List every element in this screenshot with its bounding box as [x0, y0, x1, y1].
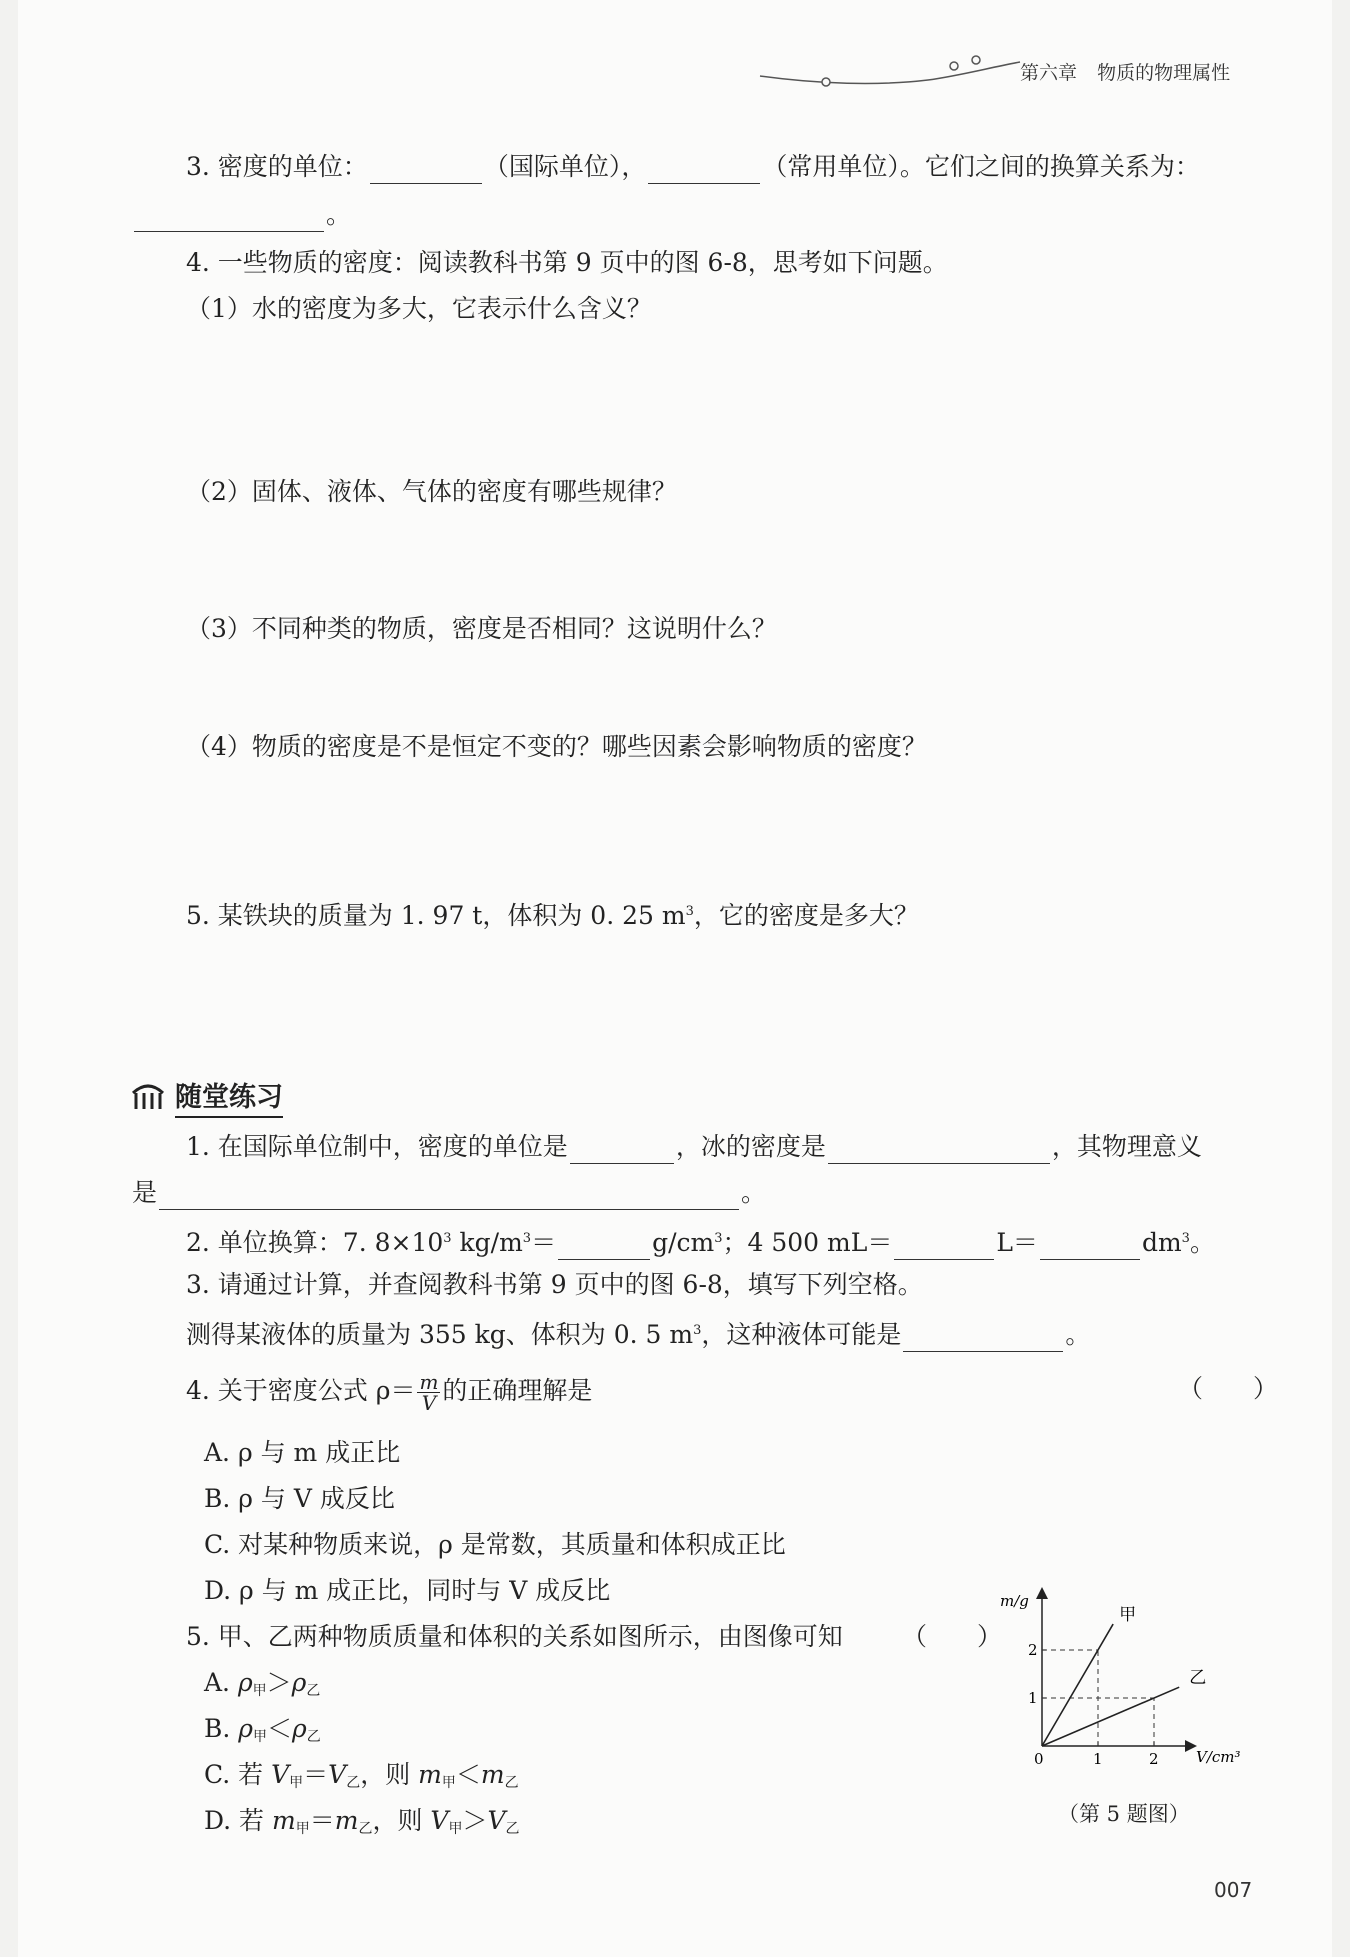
- p2-text-e: ；4 500 mL＝: [722, 1228, 893, 1257]
- p2-blank-1[interactable]: [558, 1233, 650, 1260]
- origin-label: 0: [1034, 1750, 1044, 1768]
- p5c-eq: ＝: [303, 1760, 329, 1789]
- series-label-0: 甲: [1119, 1605, 1137, 1626]
- p5c-m-1: m: [418, 1760, 442, 1789]
- p5c-m-2: m: [480, 1760, 505, 1789]
- p2-text-g: dm: [1141, 1228, 1182, 1257]
- q5-text-b: ，它的密度是多大？: [693, 901, 919, 930]
- p4-answer-paren[interactable]: （ ）: [1178, 1374, 1279, 1403]
- question-4-sub-2: （2）固体、液体、气体的密度有哪些规律？: [186, 477, 677, 506]
- p5c-pre: C. 若: [204, 1760, 272, 1789]
- p2-sup-4: 3: [1181, 1231, 1190, 1246]
- x-tick-label-1: 1: [1093, 1750, 1103, 1768]
- density-formula-fraction: [417, 1372, 440, 1413]
- question-3-line-2: [132, 198, 351, 232]
- question-4-sub-3: （3）不同种类的物质，密度是否相同？这说明什么？: [186, 614, 777, 643]
- p5d-op: ＞: [462, 1806, 488, 1835]
- p3-text-c: ，这种液体可能是: [701, 1320, 902, 1349]
- p5-option-b[interactable]: [204, 1712, 321, 1754]
- p1-text-e: 。: [741, 1178, 767, 1207]
- p5c-sub-1: 甲: [289, 1775, 304, 1791]
- fraction-numerator: m: [419, 1370, 439, 1394]
- y-tick-label-1: 1: [1028, 1689, 1038, 1707]
- p5c-mid: ，则: [360, 1760, 419, 1789]
- q3-blank-1[interactable]: [370, 157, 482, 184]
- p5d-sub-3: 甲: [448, 1821, 463, 1837]
- p5d-sub-2: 乙: [358, 1821, 373, 1837]
- practice-5-stem: 5. 甲、乙两种物质质量和体积的关系如图所示，由图像可知: [186, 1622, 843, 1651]
- p5d-sub-1: 甲: [295, 1821, 310, 1837]
- header-chapter: [1020, 58, 1230, 85]
- p1-blank-unit[interactable]: [570, 1137, 674, 1164]
- p2-text-h: 。: [1189, 1228, 1215, 1257]
- p5a-sub-1: 甲: [252, 1683, 267, 1699]
- p4-option-b[interactable]: B. ρ 与 V 成反比: [204, 1484, 395, 1513]
- p5b-sub-2: 乙: [306, 1729, 321, 1745]
- p1-text-c: ，其物理意义: [1051, 1132, 1202, 1161]
- p5d-v-1: V: [430, 1806, 449, 1835]
- series-label-1: 乙: [1189, 1668, 1207, 1689]
- p1-text-b: ，冰的密度是: [675, 1132, 826, 1161]
- p2-sup-1: 3: [443, 1231, 452, 1246]
- p5b-rho-2: ρ: [291, 1714, 307, 1743]
- q3-blank-3[interactable]: [134, 205, 324, 232]
- q3-blank-2[interactable]: [648, 157, 760, 184]
- fraction-denominator: V: [421, 1391, 437, 1415]
- p2-text-d: g/cm: [652, 1228, 715, 1257]
- p2-text-a: 2. 单位换算：7. 8×10: [186, 1228, 444, 1257]
- p3-blank[interactable]: [903, 1325, 1063, 1352]
- y-tick-label-2: 2: [1028, 1641, 1038, 1659]
- p5a-pre: A.: [204, 1668, 238, 1697]
- p1-text-a: 1. 在国际单位制中，密度的单位是: [186, 1132, 568, 1161]
- p5c-v-2: V: [328, 1760, 347, 1789]
- question-4-sub-1: （1）水的密度为多大，它表示什么含义？: [186, 294, 652, 323]
- p2-text-b: kg/m: [451, 1228, 523, 1257]
- p5d-sub-4: 乙: [505, 1821, 520, 1837]
- p5a-rho-2: ρ: [291, 1668, 307, 1697]
- practice-1-line-2: [132, 1176, 766, 1210]
- p1-blank-meaning[interactable]: [159, 1183, 739, 1210]
- q5-sup: 3: [685, 904, 694, 919]
- p5d-eq: ＝: [309, 1806, 335, 1835]
- question-4-sub-4: （4）物质的密度是不是恒定不变的？哪些因素会影响物质的密度？: [186, 732, 927, 761]
- p5d-v-2: V: [487, 1806, 506, 1835]
- x-tick-label-2: 2: [1149, 1750, 1159, 1768]
- practice-2: [186, 1222, 1215, 1260]
- p5c-sub-4: 乙: [504, 1775, 519, 1791]
- question-3: [186, 150, 1200, 184]
- p5c-v-1: V: [271, 1760, 290, 1789]
- mass-volume-graph: [998, 1582, 1298, 1782]
- practice-section-icon: [130, 1077, 166, 1111]
- practice-1: [186, 1130, 1202, 1164]
- p5c-sub-3: 甲: [441, 1775, 456, 1791]
- p5d-m-1: m: [272, 1806, 296, 1835]
- p4-option-a[interactable]: A. ρ 与 m 成正比: [204, 1438, 401, 1467]
- p5a-rho-1: ρ: [237, 1668, 253, 1697]
- practice-4-stem: [186, 1372, 592, 1413]
- series-line-1: [1042, 1687, 1179, 1746]
- p4-option-c[interactable]: C. 对某种物质来说，ρ 是常数，其质量和体积成正比: [204, 1530, 786, 1559]
- p5b-sub-1: 甲: [252, 1729, 267, 1745]
- q5-text-a: 5. 某铁块的质量为 1. 97 t，体积为 0. 25 m: [186, 901, 686, 930]
- p5b-op: ＜: [266, 1714, 292, 1743]
- p5d-pre: D. 若: [204, 1806, 272, 1835]
- chapter-label: 第六章: [1020, 62, 1078, 84]
- p5d-mid: ，则: [372, 1806, 431, 1835]
- p2-blank-2[interactable]: [894, 1233, 994, 1260]
- p4-text-b: 的正确理解是: [442, 1376, 593, 1405]
- p2-text-f: L＝: [996, 1228, 1038, 1257]
- p5a-sub-2: 乙: [306, 1683, 321, 1699]
- figure-caption: （第 5 题图）: [1058, 1802, 1190, 1826]
- practice-3-line-2: [186, 1314, 1090, 1352]
- p2-sup-2: 3: [522, 1231, 532, 1246]
- q3-text-c: （常用单位）。它们之间的换算关系为：: [762, 152, 1200, 181]
- p5a-op: ＞: [266, 1668, 292, 1697]
- p5b-pre: B.: [204, 1714, 239, 1743]
- p1-text-d: 是: [132, 1178, 158, 1207]
- p5c-op: ＜: [455, 1760, 481, 1789]
- p2-sup-3: 3: [714, 1231, 723, 1246]
- p5b-rho-1: ρ: [238, 1714, 253, 1743]
- page-number: 007: [1214, 1878, 1253, 1902]
- question-5: [186, 895, 919, 933]
- p2-text-c: ＝: [531, 1228, 557, 1257]
- p3-text-b: 测得某液体的质量为 355 kg、体积为 0. 5 m: [186, 1320, 694, 1349]
- question-4-stem: 4. 一些物质的密度：阅读教科书第 9 页中的图 6-8，思考如下问题。: [186, 248, 948, 277]
- p4-text-a: 4. 关于密度公式 ρ＝: [186, 1376, 416, 1405]
- y-axis-label: m/g: [1000, 1592, 1029, 1610]
- series-line-0: [1042, 1624, 1113, 1746]
- q3-text-b: （国际单位），: [483, 152, 647, 181]
- p5c-sub-2: 乙: [346, 1775, 361, 1791]
- p4-option-d[interactable]: D. ρ 与 m 成正比，同时与 V 成反比: [204, 1576, 611, 1605]
- p3-text-d: 。: [1065, 1320, 1091, 1349]
- p5-option-a[interactable]: [204, 1666, 320, 1708]
- chapter-title: 物质的物理属性: [1097, 62, 1231, 84]
- p5-option-c[interactable]: [204, 1758, 519, 1800]
- header-wave-decoration: [758, 40, 1028, 90]
- p5-answer-paren[interactable]: （ ）: [902, 1622, 1003, 1651]
- p5d-m-2: m: [334, 1806, 359, 1835]
- practice-section-title: 随堂练习: [175, 1075, 283, 1118]
- p2-blank-3[interactable]: [1040, 1233, 1140, 1260]
- p5-option-d[interactable]: [204, 1804, 520, 1846]
- q3-end: 。: [326, 200, 352, 229]
- p1-blank-ice-density[interactable]: [828, 1137, 1050, 1164]
- p3-sup: 3: [693, 1323, 702, 1338]
- practice-3-stem: 3. 请通过计算，并查阅教科书第 9 页中的图 6-8，填写下列空格。: [186, 1270, 923, 1299]
- q3-text-a: 3. 密度的单位：: [186, 152, 368, 181]
- page: [18, 0, 1332, 1957]
- x-axis-label: V/cm³: [1196, 1748, 1241, 1766]
